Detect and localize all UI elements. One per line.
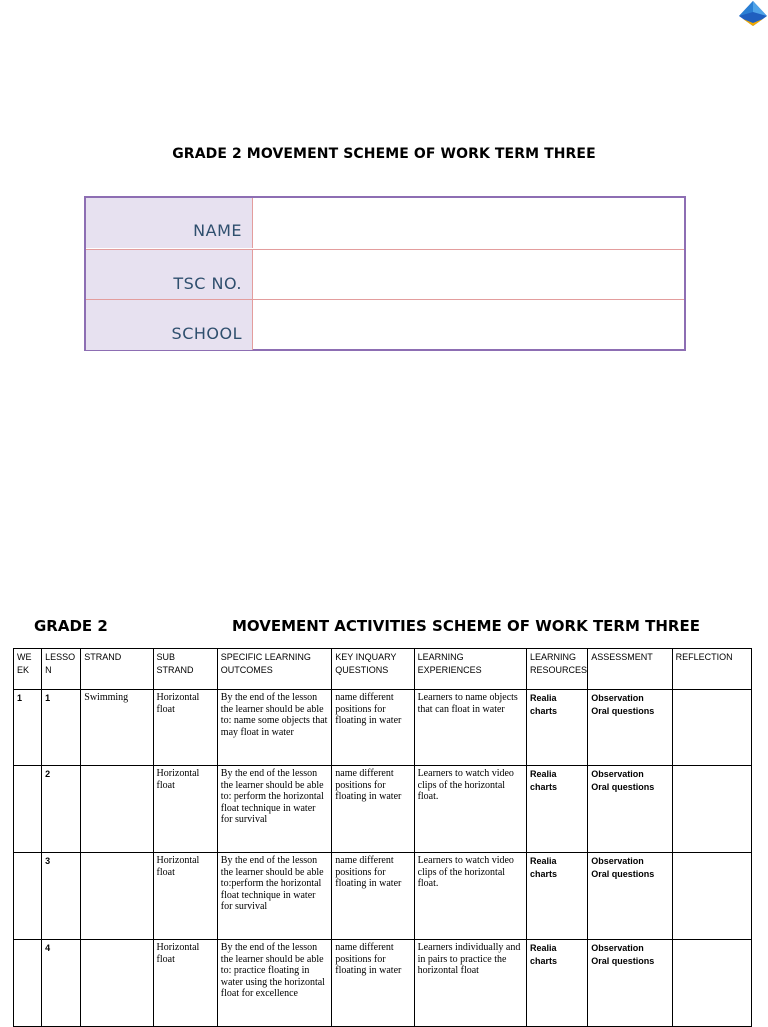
- tsc-no-field[interactable]: [254, 250, 684, 299]
- resources-cell: Realia charts: [527, 940, 588, 1027]
- resources-cell: Realia charts: [527, 766, 588, 853]
- name-label: NAME: [86, 198, 253, 248]
- week-cell: [14, 766, 42, 853]
- assessment-cell: Observation Oral questions: [588, 766, 672, 853]
- outcomes-cell: By the end of the lesson the learner should be able to: perform the horizontal float technique in water for survival: [217, 766, 331, 853]
- week-cell: [14, 853, 42, 940]
- logo-icon: [737, 0, 768, 28]
- col-header-resources: LEARNING RESOURCES: [527, 649, 588, 690]
- col-header-lesson: LESSO N: [42, 649, 81, 690]
- experiences-cell: Learners to watch video clips of the horizontal float.: [414, 853, 526, 940]
- scheme-of-work-table: [13, 648, 752, 1027]
- week-cell: [14, 940, 42, 1027]
- reflection-cell[interactable]: [672, 940, 751, 1027]
- col-header-strand: STRAND: [81, 649, 153, 690]
- sub-strand-cell: Horizontal float: [153, 940, 217, 1027]
- outcomes-cell: By the end of the lesson the learner should be able to:perform the horizontal float technique in water for survival: [217, 853, 331, 940]
- col-header-week: WE EK: [14, 649, 42, 690]
- sub-strand-cell: Horizontal float: [153, 853, 217, 940]
- grade-label: GRADE 2: [34, 617, 108, 635]
- assessment-cell: Observation Oral questions: [588, 853, 672, 940]
- outcomes-cell: By the end of the lesson the learner should be able to: practice floating in water using the horizontal float for excellence: [217, 940, 331, 1027]
- school-label: SCHOOL: [86, 300, 253, 350]
- table-row: [14, 690, 752, 766]
- school-row: [86, 299, 684, 350]
- table-row: [14, 853, 752, 940]
- resources-cell: Realia charts: [527, 853, 588, 940]
- questions-cell: name different positions for floating in water: [332, 766, 414, 853]
- tsc-no-label: TSC NO.: [86, 250, 253, 299]
- teacher-info-form: [84, 196, 686, 351]
- col-header-questions: KEY INQUARY QUESTIONS: [332, 649, 414, 690]
- sub-strand-cell: Horizontal float: [153, 766, 217, 853]
- col-header-reflection: REFLECTION: [672, 649, 751, 690]
- scheme-title: MOVEMENT ACTIVITIES SCHEME OF WORK TERM THREE: [232, 617, 700, 635]
- questions-cell: name different positions for floating in water: [332, 940, 414, 1027]
- experiences-cell: Learners individually and in pairs to practice the horizontal float: [414, 940, 526, 1027]
- page-title: GRADE 2 MOVEMENT SCHEME OF WORK TERM THREE: [172, 146, 596, 162]
- col-header-outcomes: SPECIFIC LEARNING OUTCOMES: [217, 649, 331, 690]
- sub-strand-cell: Horizontal float: [153, 690, 217, 766]
- lesson-cell: 2: [42, 766, 81, 853]
- week-cell: 1: [14, 690, 42, 766]
- school-field[interactable]: [254, 300, 684, 350]
- assessment-cell: Observation Oral questions: [588, 690, 672, 766]
- assessment-cell: Observation Oral questions: [588, 940, 672, 1027]
- reflection-cell[interactable]: [672, 853, 751, 940]
- lesson-cell: 4: [42, 940, 81, 1027]
- name-row: [86, 198, 684, 248]
- col-header-experiences: LEARNING EXPERIENCES: [414, 649, 526, 690]
- strand-cell: [81, 766, 153, 853]
- reflection-cell[interactable]: [672, 690, 751, 766]
- name-field[interactable]: [254, 198, 684, 248]
- experiences-cell: Learners to name objects that can float in water: [414, 690, 526, 766]
- outcomes-cell: By the end of the lesson the learner should be able to: name some objects that may float in water: [217, 690, 331, 766]
- experiences-cell: Learners to watch video clips of the horizontal float.: [414, 766, 526, 853]
- reflection-cell[interactable]: [672, 766, 751, 853]
- questions-cell: name different positions for floating in water: [332, 690, 414, 766]
- lesson-cell: 1: [42, 690, 81, 766]
- table-row: [14, 766, 752, 853]
- resources-cell: Realia charts: [527, 690, 588, 766]
- table-header-row: [14, 649, 752, 690]
- questions-cell: name different positions for floating in water: [332, 853, 414, 940]
- col-header-assessment: ASSESSMENT: [588, 649, 672, 690]
- table-row: [14, 940, 752, 1027]
- strand-cell: [81, 940, 153, 1027]
- strand-cell: [81, 853, 153, 940]
- strand-cell: Swimming: [81, 690, 153, 766]
- col-header-sub-strand: SUB STRAND: [153, 649, 217, 690]
- lesson-cell: 3: [42, 853, 81, 940]
- tsc-no-row: [86, 249, 684, 299]
